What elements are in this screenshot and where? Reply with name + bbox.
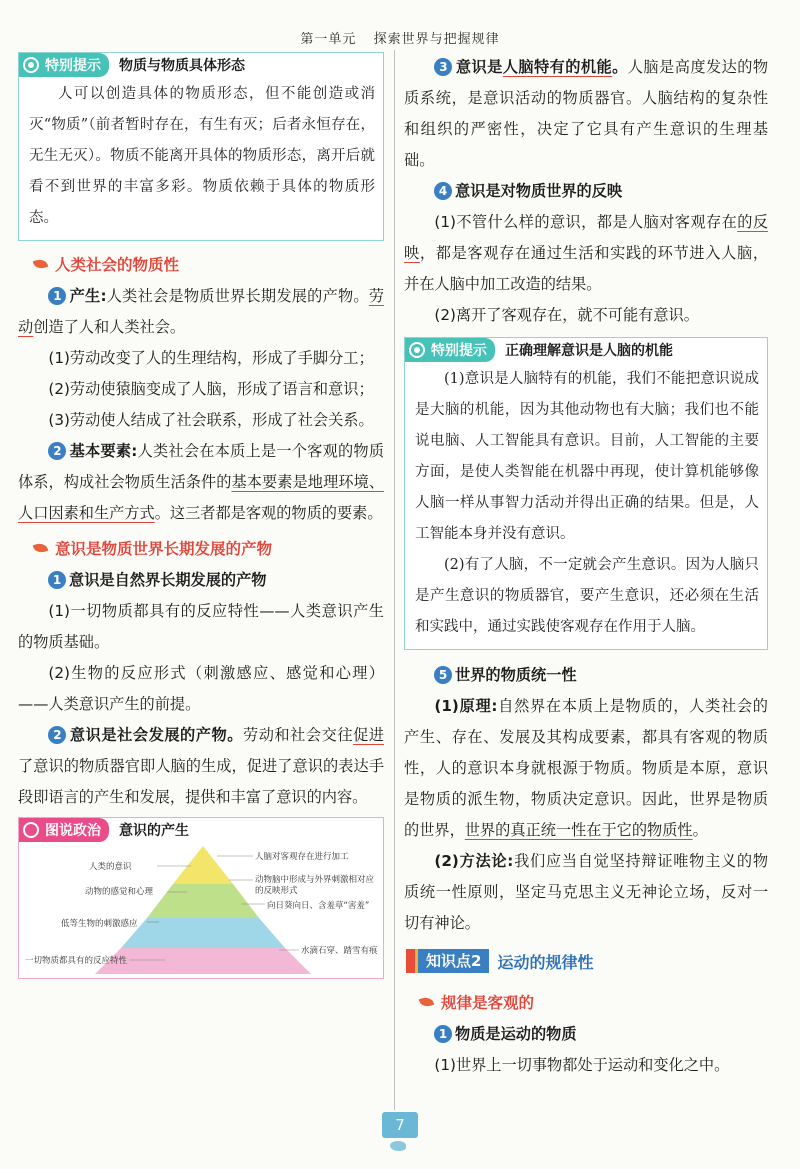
unit-label: 第一单元 bbox=[300, 32, 357, 47]
tip-tag bbox=[405, 338, 495, 362]
page-header bbox=[0, 28, 800, 47]
tip-box-material-forms bbox=[18, 52, 384, 241]
pyramid-diagram bbox=[19, 844, 382, 978]
text: 人类社会在本质上是一个客观的物质体系，构成社会物质生活条件的 bbox=[18, 442, 385, 491]
figure-tag bbox=[19, 818, 109, 842]
text: 人脑是高度发达的物质系统，是意识活动的物质器官。人脑结构的复杂性和组织的严密性，决定了它具有产生意识的生理基础。 bbox=[404, 58, 769, 169]
numbered-title-1 bbox=[18, 565, 384, 596]
paragraph-item: (1)一切物质都具有的反应特性——人类意识产生的物质基础。 bbox=[18, 602, 384, 651]
tip-icon bbox=[23, 57, 39, 73]
figure-tag-label: 图说政治 bbox=[45, 823, 101, 839]
leaf-icon bbox=[419, 995, 435, 1009]
tip-title: 物质与物质具体形态 bbox=[119, 58, 245, 74]
pyramid-level-3 bbox=[121, 918, 285, 948]
pyramid-left-label: 低等生物的刺激感应 bbox=[61, 919, 138, 929]
pyramid-right-label: 水滴石穿、踏雪有痕 bbox=[301, 946, 378, 956]
paragraph-brain-function bbox=[404, 52, 768, 176]
tip-tag-label: 特别提示 bbox=[45, 58, 101, 74]
text: 。 bbox=[612, 58, 628, 76]
text: (2)方法论: bbox=[434, 852, 514, 870]
paragraph-basic-elements bbox=[18, 436, 384, 529]
paragraph-principle bbox=[404, 691, 768, 846]
text: ，都是客观存在通过生活和实践的环节进入人脑，并在人脑中加工改造的结果。 bbox=[404, 244, 769, 293]
section-heading-social-materiality bbox=[34, 249, 384, 279]
paragraph-item: (2)离开了客观存在，就不可能有意识。 bbox=[434, 306, 699, 324]
text: 世界的物质统一性 bbox=[455, 666, 577, 684]
paragraph-social-product bbox=[18, 720, 384, 813]
pyramid-right-label: 向日葵向日、含羞草“害羞” bbox=[267, 901, 370, 911]
tip-box-brain-function bbox=[404, 337, 768, 650]
text: 物质是运动的物质 bbox=[455, 1025, 577, 1043]
pyramid-left-label: 一切物质都具有的反应特性 bbox=[25, 956, 128, 966]
label-origin: 产生: bbox=[69, 287, 107, 305]
tip-body: (1)意识是人脑特有的机能，我们不能把意识说成是大脑的机能，因为其他动物也有大脑；我们也不能说电脑、人工智能具有意识。目前，人工智能的主要方面，是使人类智能在机器中再现，使计算机能够像人脑一样从事智力活动并得出正确的结果。但是，人工智能本身并没有意识。 bbox=[415, 371, 759, 542]
tip-tag bbox=[19, 53, 109, 77]
pyramid-right-label: 动物脑中形成与外界刺激相对应 bbox=[255, 875, 375, 885]
knowledge-point-heading bbox=[406, 949, 768, 973]
pyramid-left-label: 动物的感觉和心理 bbox=[85, 887, 154, 897]
left-column bbox=[18, 52, 384, 979]
tip-tag-label: 特别提示 bbox=[431, 343, 487, 359]
unit-title: 探索世界与把握规律 bbox=[373, 32, 500, 47]
text: 。 bbox=[692, 821, 708, 839]
paragraph-origin bbox=[18, 281, 384, 343]
pyramid-level-1 bbox=[173, 846, 233, 884]
text: 创造了人和人类社会。 bbox=[33, 318, 186, 336]
number-badge-2: 2 bbox=[48, 726, 66, 744]
section-title: 人类社会的物质性 bbox=[55, 256, 180, 274]
label-basic-elements: 基本要素: bbox=[69, 442, 138, 460]
text: 我们应当自觉坚持辩证唯物主义的物质统一性原则，坚定马克思主义无神论立场，反对一切有神论。 bbox=[404, 852, 769, 932]
text: 意识是社会发展的产物。 bbox=[69, 726, 243, 744]
pyramid-right-label: 的反映形式 bbox=[255, 886, 298, 896]
figure-title: 意识的产生 bbox=[119, 823, 189, 839]
tip-title: 正确理解意识是人脑的机能 bbox=[505, 343, 673, 359]
text: 了意识的物质器官即人脑的生成，促进了意识的表达手段即语言的产生和发展，提供和丰富了意识的内容。 bbox=[18, 757, 384, 806]
tip-body: (2)有了人脑，不一定就会产生意识。因为人脑只是产生意识的物质器官，要产生意识，还必须在生活和实践中，通过实践使客观存在作用于人脑。 bbox=[415, 557, 759, 635]
number-badge-5: 5 bbox=[434, 666, 452, 684]
right-column bbox=[404, 52, 768, 1081]
paragraph-item bbox=[404, 207, 768, 300]
numbered-title-4 bbox=[404, 176, 768, 207]
pyramid-level-4 bbox=[95, 948, 311, 974]
paragraph-methodology bbox=[404, 846, 768, 939]
section-title: 意识是物质世界长期发展的产物 bbox=[55, 540, 273, 558]
book-icon bbox=[406, 949, 418, 973]
text: 自然界在本质上是物质的，人类社会的产生、存在、发展及其构成要素，都具有客观的物质性，人的意识本身就根源于物质。物质是本原，意识是物质的派生物，物质决定意识。因此，世界是物质的世界， bbox=[404, 697, 768, 839]
column-divider bbox=[394, 50, 395, 1110]
paragraph-item: (1)世界上一切事物都处于运动和变化之中。 bbox=[434, 1056, 730, 1074]
page-number: 7 bbox=[382, 1112, 418, 1138]
text: (1)不管什么样的意识，都是人脑对客观存在 bbox=[434, 213, 738, 231]
numbered-title-5 bbox=[404, 660, 768, 691]
paragraph-item: (2)劳动使猿脑变成了人脑，形成了语言和意识； bbox=[48, 380, 374, 398]
text: 意识是自然界长期发展的产物 bbox=[69, 571, 267, 589]
tip-icon bbox=[409, 342, 425, 358]
number-badge-1: 1 bbox=[48, 287, 66, 305]
underlined-text: 世界的真正统一性在于它的物质性 bbox=[464, 821, 693, 839]
underlined-text: 劳动 bbox=[18, 287, 385, 336]
pyramid-left-label: 人类的意识 bbox=[89, 862, 132, 872]
bird-icon bbox=[390, 1141, 406, 1151]
figure-box bbox=[18, 817, 384, 979]
numbered-title-1 bbox=[404, 1019, 768, 1050]
number-badge-2: 2 bbox=[48, 442, 66, 460]
pyramid-right-label: 人脑对客观存在进行加工 bbox=[255, 852, 349, 862]
text: 意识是对物质世界的反映 bbox=[455, 182, 623, 200]
number-badge-3: 3 bbox=[434, 58, 452, 76]
number-badge-1: 1 bbox=[48, 571, 66, 589]
section-heading-consciousness-origin bbox=[34, 533, 384, 563]
knowledge-point-title: 运动的规律性 bbox=[497, 952, 594, 972]
underlined-text: 基本要素是地理环境、人口因素和生产方式 bbox=[18, 473, 385, 522]
text: 意识是 bbox=[455, 58, 503, 76]
section-heading-laws-objective bbox=[420, 987, 768, 1017]
underlined-text: 的反映 bbox=[404, 213, 769, 262]
section-title: 规律是客观的 bbox=[441, 994, 535, 1012]
text: (1)原理: bbox=[434, 697, 498, 715]
paragraph-item: (1)劳动改变了人的生理结构，形成了手脚分工； bbox=[48, 349, 374, 367]
text: 劳动和社会交往 bbox=[242, 726, 354, 744]
leaf-icon bbox=[33, 541, 49, 555]
pyramid-level-2 bbox=[147, 884, 259, 918]
paragraph-item: (3)劳动使人结成了社会联系，形成了社会关系。 bbox=[48, 411, 374, 429]
leaf-icon bbox=[33, 257, 49, 271]
knowledge-point-tag: 知识点2 bbox=[418, 949, 489, 973]
underlined-text: 人脑特有的机能 bbox=[502, 58, 613, 76]
underlined-text: 促进 bbox=[353, 726, 385, 744]
paragraph-item: (2)生物的反应形式（刺激感应、感觉和心理）——人类意识产生的前提。 bbox=[18, 664, 384, 713]
tip-body: 人可以创造具体的物质形态，但不能创造或消灭“物质”（前者暂时存在，有生有灭；后者永恒存在，无生无灭）。物质不能离开具体的物质形态，离开后就看不到世界的丰富多彩。物质依赖于具体的物质形态。 bbox=[29, 86, 375, 226]
number-badge-4: 4 bbox=[434, 182, 452, 200]
number-badge-1: 1 bbox=[434, 1025, 452, 1043]
text: 人类社会是物质世界长期发展的产物。 bbox=[106, 287, 369, 305]
text: 。这三者都是客观的物质的要素。 bbox=[154, 504, 383, 522]
figure-icon bbox=[23, 822, 39, 838]
